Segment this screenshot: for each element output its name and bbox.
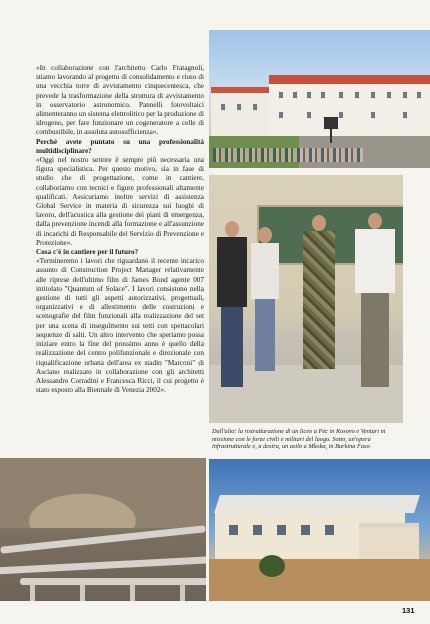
- road: [0, 525, 206, 553]
- photo-kindergarten: [209, 459, 430, 601]
- question-future: Cosa c'è in cantiere per il futuro?: [36, 248, 139, 257]
- person-second: [249, 227, 281, 377]
- photo-meeting: [209, 175, 403, 423]
- pillar: [30, 584, 35, 601]
- person-head: [258, 227, 272, 243]
- person-shirt: [355, 229, 395, 293]
- person-head: [225, 221, 239, 237]
- photo-infrastructure: [0, 458, 206, 601]
- window: [237, 104, 241, 110]
- person-shirt: [217, 237, 247, 307]
- paragraph-answer-specialist: «Oggi nel nostro settore è sempre più necessaria una figura specialistica. Per questo motivo, sia in fase di studio che di progettazione, come in cantiere, collaboriamo con tecnici e figure professionali altamente qualificati. Assicuriamo inoltre servizi di assistenza Global Service in materia di sicurezza sui luoghi di lavoro, dell'acustica alla gestione dei piani di emergenza, dalla prevenzione incendi alla formazione e all'assunzione di incarichi di Responsabile del Servizio di Prevenzione e Protezione».: [36, 156, 204, 247]
- window: [355, 92, 359, 98]
- person-jeans: [255, 299, 275, 371]
- person-head: [368, 213, 382, 229]
- window: [387, 92, 391, 98]
- window: [339, 112, 343, 118]
- photo-school-building: [209, 30, 430, 168]
- sign-post: [330, 129, 332, 143]
- article-column: [36, 64, 204, 395]
- pillar: [80, 584, 85, 601]
- roof: [214, 495, 420, 513]
- window: [229, 525, 238, 535]
- photo-caption: Dall'alto: la ristrutturazione di un liceo a Pec in Kosovo e Venturi in missione con le forze civili e militari del luogo. Sotto, un'opera infrastrutturale e, a destra, un asilo a Mkoka, in Burkina Faso: [212, 428, 386, 451]
- window: [253, 525, 262, 535]
- window: [293, 92, 297, 98]
- person-jeans: [221, 307, 243, 387]
- sign-board: [324, 117, 338, 129]
- window: [301, 525, 310, 535]
- bush: [259, 555, 285, 577]
- window: [279, 92, 283, 98]
- window: [277, 525, 286, 535]
- person-left: [215, 221, 249, 391]
- person-camouflage: [303, 231, 335, 369]
- building-wing-left: [211, 87, 269, 139]
- person-soldier: [301, 215, 337, 369]
- paragraph-answer-future: «Termineremo i lavori che riguardano il recente incarico assunto di Construction Project Manager relativamente alle riprese dell'ultimo film di James Bond agente 007 intitolato "Quantum of Solace". I lavori consistono nella gestione di tutti gli aspetti autorizzativi, progettuali, organizzativi e di allestimento delle costruzioni e scenografie del film funzionali alla realizzazione del set per una scena di inseguimento sui tetti con spettacolari sequenze di salti. Un altro intervento che speriamo possa iniziare entro la fine del prossimo anno è quello della realizzazione del centro polifunzionale e direzionale con riqualificazione urbana dell'area ex stadio "Marconi" di Asciano realizzato in collaborazione con gli architetti Alessandro Corradini e Francesca Ricci, il cui progetto è stato esposto alla Biennale di Venezia 2002».: [36, 257, 204, 395]
- pillar: [180, 584, 185, 601]
- paragraph-intro: «In collaborazione con l'architetto Carlo Fratagnoli, stiamo lavorando al progetto di consolidamento e riuso di una vecchia torre di avvistamento cinquecentesca, che prevede la trasformazione della struttura di avvistamento in osservatorio astronomico. Pannelli fotovoltaici alimenteranno un sistema elettrolitico per la produzione di idrogeno, per fare funzionare un cogeneratore a celle di combustibile, in assoluta autosufficienza».: [36, 64, 204, 137]
- window: [371, 112, 375, 118]
- window: [321, 92, 325, 98]
- ground: [209, 559, 430, 601]
- person-shirt: [251, 243, 279, 299]
- window: [403, 112, 407, 118]
- question-multidisciplinary: Perché avete puntato su una professionalità multidisciplinare?: [36, 137, 204, 155]
- window: [403, 92, 407, 98]
- person-trousers: [361, 293, 389, 387]
- window: [307, 92, 311, 98]
- porch: [359, 523, 419, 563]
- window: [371, 92, 375, 98]
- window: [307, 112, 311, 118]
- viaduct: [20, 578, 206, 585]
- pillar: [130, 584, 135, 601]
- window: [221, 104, 225, 110]
- hillside: [0, 458, 206, 528]
- crowd: [213, 148, 363, 162]
- window: [253, 104, 257, 110]
- road: [0, 556, 206, 575]
- window: [325, 525, 334, 535]
- window: [417, 92, 421, 98]
- window: [339, 92, 343, 98]
- person-right: [353, 213, 397, 389]
- person-head: [312, 215, 326, 231]
- window: [279, 112, 283, 118]
- page-number: 131: [402, 606, 415, 615]
